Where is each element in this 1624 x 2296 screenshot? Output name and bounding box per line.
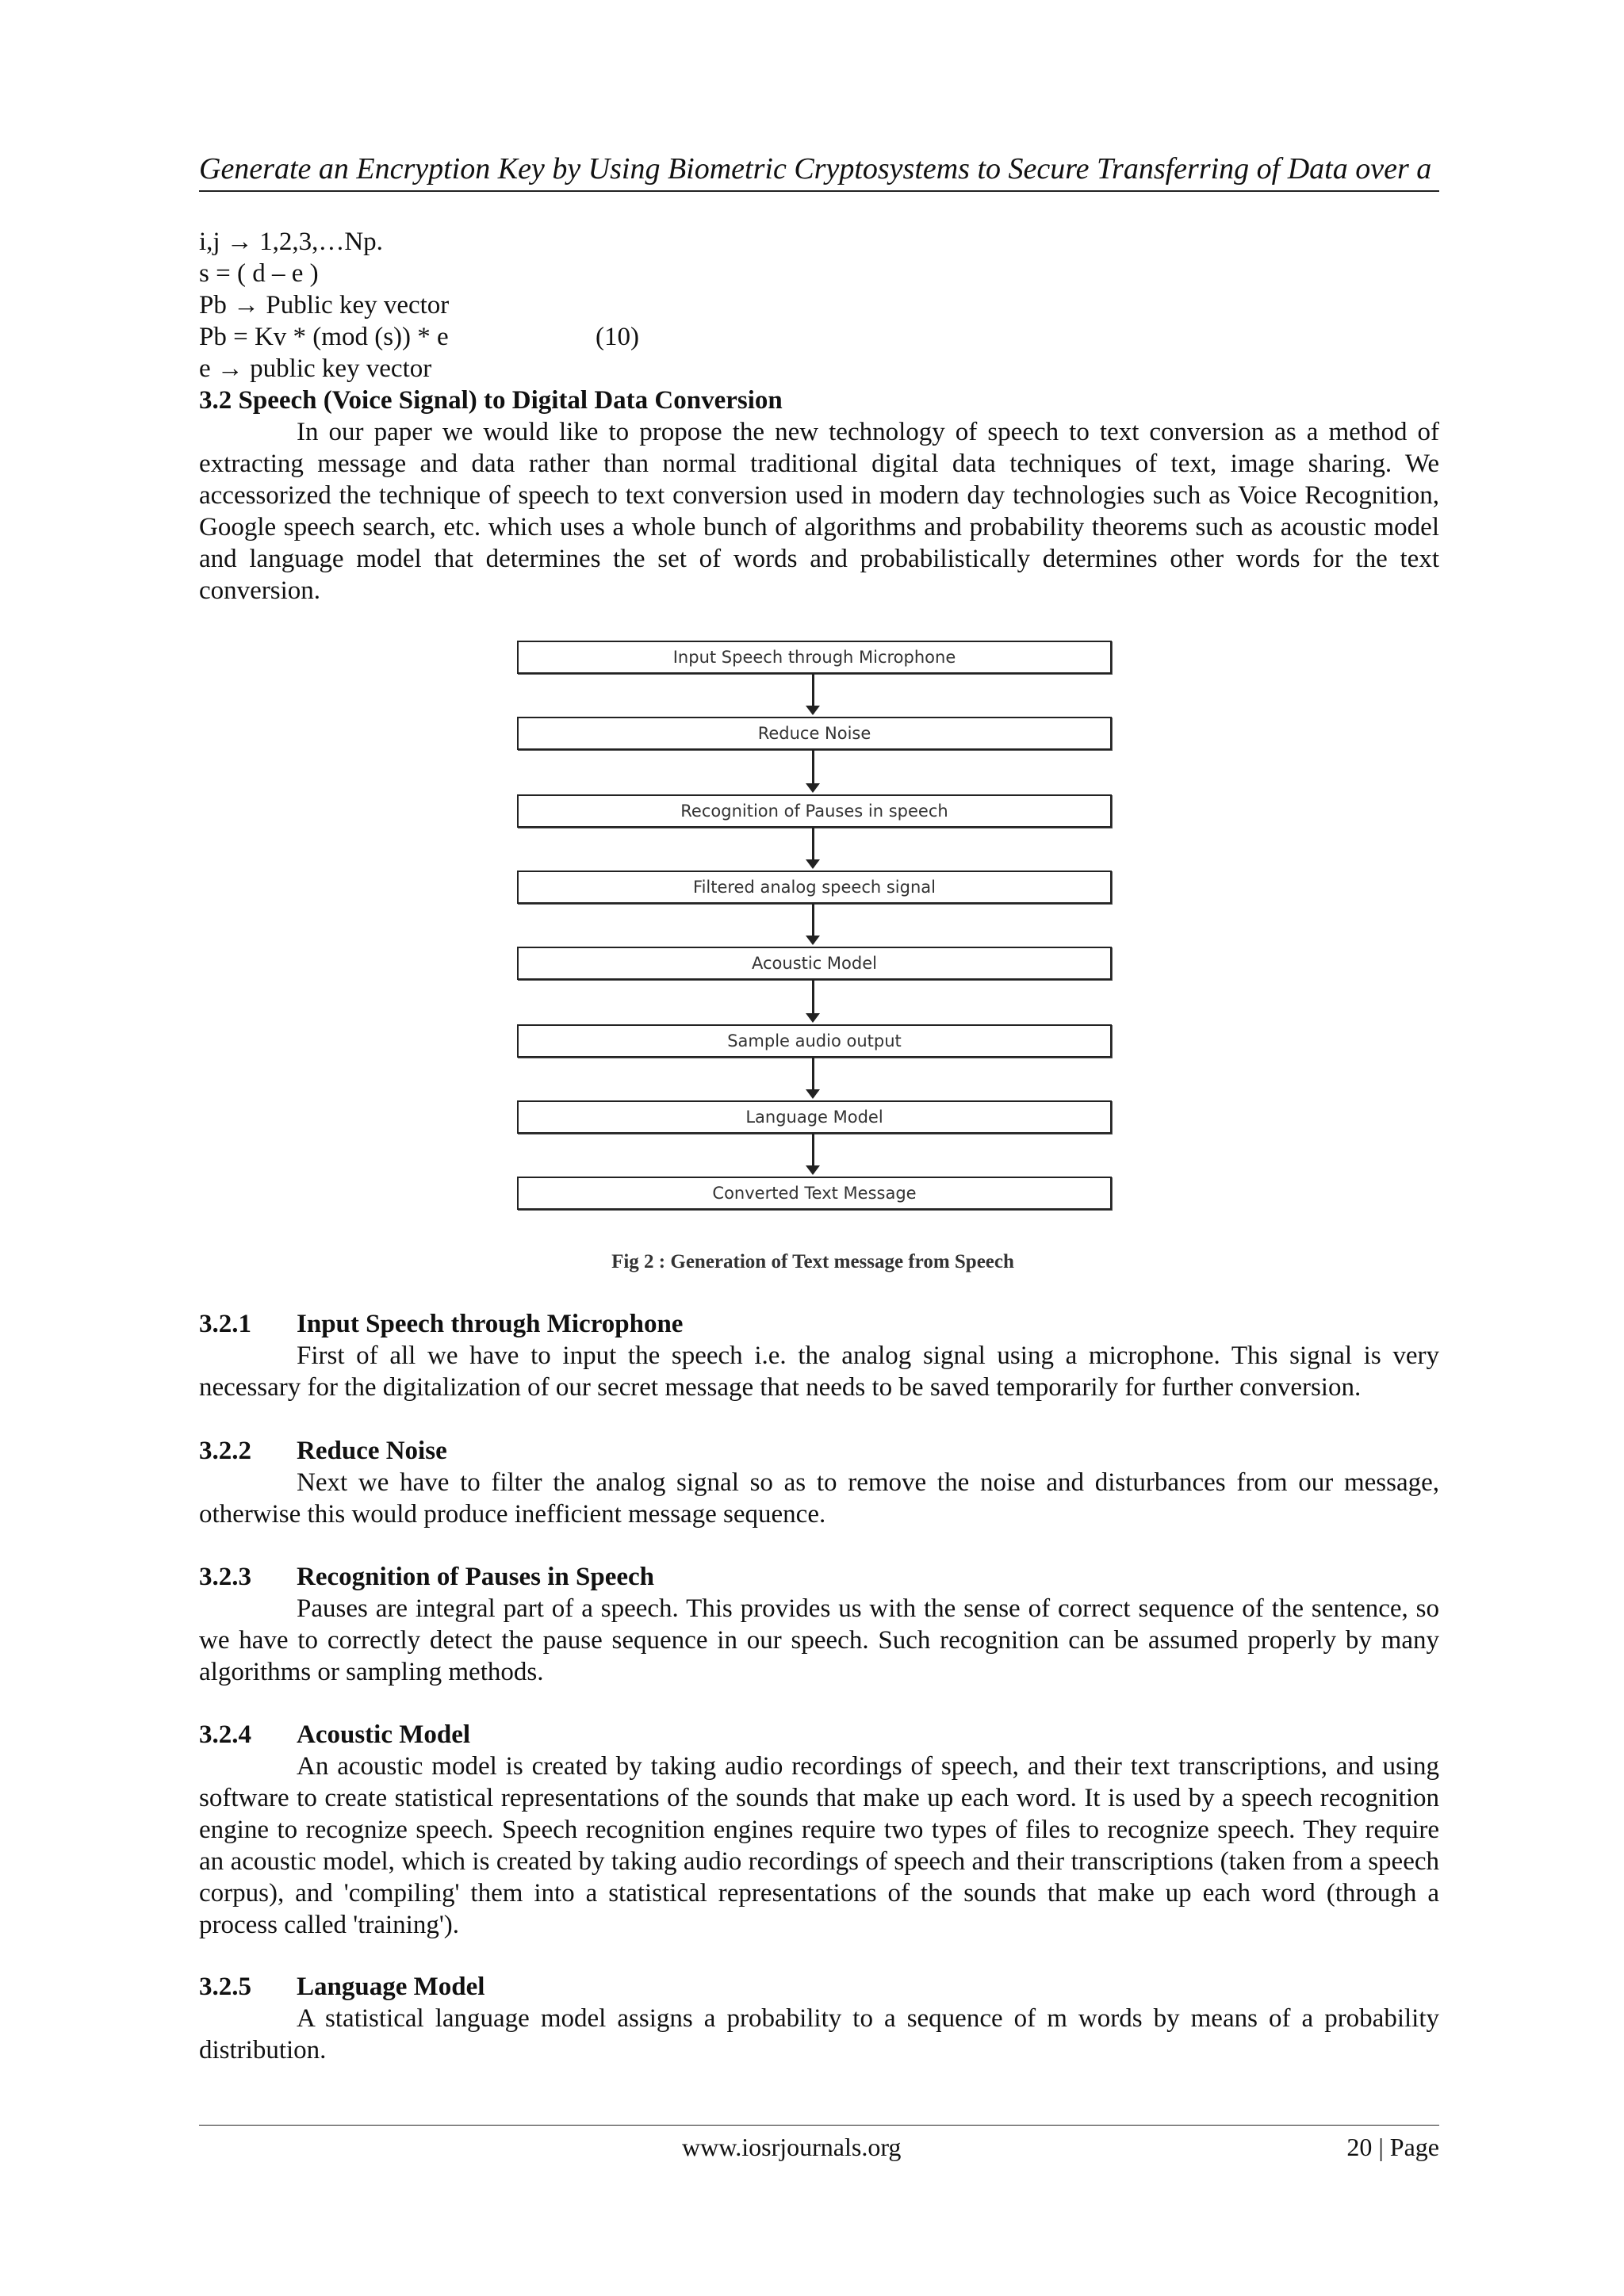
subsection-number: 3.2.1 [199,1310,251,1338]
subsection-3-2-4 [199,1719,1439,1941]
equation-block [199,226,1439,607]
subsection-3-2-1 [199,1308,1439,1403]
subsection-text: Next we have to filter the analog signal so as to remove the noise and disturbances from our message, otherwise this would produce inefficient message sequence. [199,1468,1439,1529]
flow-step: Acoustic Model [517,947,1112,980]
equation-line: e → public key vector [199,354,432,383]
arrow-down-icon [812,980,814,1021]
footer-rule [199,2125,1439,2126]
flow-step: Reduce Noise [517,717,1112,750]
arrow-down-icon [812,904,814,943]
subsection-title: Recognition of Pauses in Speech [297,1563,655,1591]
subsection-3-2-5 [199,1971,1439,2066]
equation-text: Pb = Kv * (mod (s)) * e [199,323,449,351]
footer-page-number: 20 | Page [1346,2133,1439,2161]
subsection-text: First of all we have to input the speech i.e. the analog signal using a microphone. This signal is very necessary for the digitalization of our secret message that needs to be saved temporarily for further conversion. [199,1341,1439,1402]
subsection-title: Reduce Noise [297,1437,447,1465]
flow-step: Input Speech through Microphone [517,641,1112,674]
arrow-down-icon [812,750,814,791]
subsection-number: 3.2.2 [199,1437,251,1465]
flowchart [517,641,1112,1219]
figure-caption: Fig 2 : Generation of Text message from Speech [611,1251,1014,1272]
footer-website[interactable]: www.iosrjournals.org [682,2133,902,2161]
equation-number: (10) [596,323,639,351]
flow-step: Recognition of Pauses in speech [517,794,1112,828]
equation-10 [199,321,1439,353]
arrow-down-icon [812,674,814,714]
section-paragraph: In our paper we would like to propose the new technology of speech to text conversion as a method of extracting message and data rather than normal traditional digital data techniques of text, image sharing. We accessorized the technique of speech to text conversion used in modern day technologies such as Voice Recognition, Google speech search, etc. which uses a whole bunch of algorithms and probability theorems such as acoustic model and language model that determines the set of words and probabilistically determines other words for the text conversion. [199,418,1439,605]
subsection-3-2-2 [199,1435,1439,1530]
equation-line: Pb → Public key vector [199,291,450,320]
section-heading: 3.2 Speech (Voice Signal) to Digital Data Conversion [199,386,783,415]
subsection-title: Input Speech through Microphone [297,1310,684,1338]
subsection-text: A statistical language model assigns a probability to a sequence of m words by means of a probability distribution. [199,2004,1439,2064]
equation-line: i,j → 1,2,3,…Np. [199,228,383,256]
subsection-title: Language Model [297,1973,485,2001]
flow-step: Converted Text Message [517,1177,1112,1210]
arrow-down-icon [812,1058,814,1097]
equation-line: s = ( d – e ) [199,259,319,288]
subsection-number: 3.2.5 [199,1973,251,2001]
flow-step: Language Model [517,1100,1112,1134]
arrow-down-icon [812,1134,814,1173]
flow-step: Filtered analog speech signal [517,871,1112,904]
header-rule [199,190,1439,192]
subsection-title: Acoustic Model [297,1720,471,1749]
subsection-3-2-3 [199,1561,1439,1688]
subsection-text: Pauses are integral part of a speech. This provides us with the sense of correct sequence of the sentence, so we have to correctly detect the pause sequence in our speech. Such recognition can be assumed properly by many algorithms or sampling methods. [199,1594,1439,1686]
subsection-number: 3.2.4 [199,1720,251,1749]
arrow-down-icon [812,828,814,867]
subsection-number: 3.2.3 [199,1563,251,1591]
subsection-text: An acoustic model is created by taking audio recordings of speech, and their text transcriptions, and using software to create statistical representations of the sounds that make up each word. It is used by a speech recognition engine to recognize speech. Speech recognition engines require two types of files to recognize speech. They require an acoustic model, which is created by taking audio recordings of speech and their transcriptions (taken from a speech corpus), and 'compiling' them into a statistical representations of the sounds that make up each word (through a process called 'training'). [199,1752,1439,1939]
flow-step: Sample audio output [517,1024,1112,1058]
running-header: Generate an Encryption Key by Using Biometric Cryptosystems to Secure Transferring of Data over a [199,152,1432,186]
